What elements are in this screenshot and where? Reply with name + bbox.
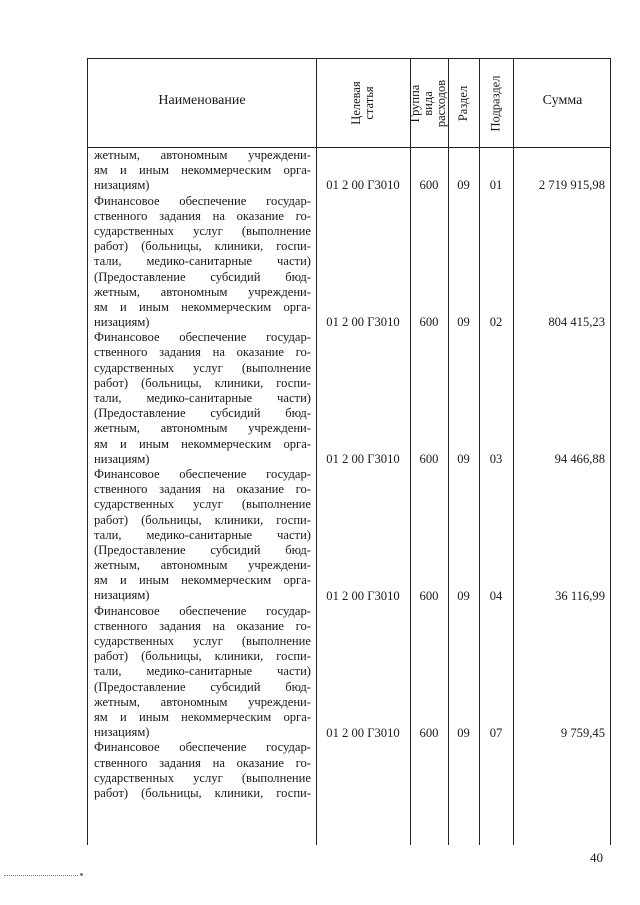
- name-text-line: сударственных услуг (выполнение: [94, 223, 311, 238]
- row-sum: 36 116,99: [555, 588, 605, 603]
- name-text-line: (Предоставление субсидий бюд-: [94, 406, 311, 421]
- name-text-line: ственного задания на оказание го-: [94, 208, 311, 223]
- name-text-line: низациям): [94, 588, 150, 603]
- name-text-line: (Предоставление субсидий бюд-: [94, 269, 311, 284]
- name-text-line: тали, медико-санитарные части): [94, 527, 311, 542]
- header-target: Целевая статья: [349, 81, 376, 125]
- name-text-line: тали, медико-санитарные части): [94, 254, 311, 269]
- name-text-line: жетным, автономным учреждени-: [94, 421, 311, 436]
- name-text-line: сударственных услуг (выполнение: [94, 770, 311, 785]
- name-text-line: жетным, автономным учреждени-: [94, 148, 311, 162]
- header-section: Раздел: [456, 85, 471, 121]
- name-text-line: низациям): [94, 451, 150, 466]
- name-text-line: тали, медико-санитарные части): [94, 391, 311, 405]
- name-text-line: низациям): [94, 725, 150, 740]
- name-text-line: ственного задания на оказание го-: [94, 755, 311, 770]
- name-text-line: (Предоставление субсидий бюд-: [94, 542, 311, 557]
- name-text-line: сударственных услуг (выполнение: [94, 360, 311, 375]
- row-subsection: 03: [489, 452, 503, 466]
- header-group-cell: [410, 59, 448, 147]
- row-subsection: 07: [489, 725, 503, 740]
- row-section: 09: [457, 178, 470, 193]
- row-sum: 804 415,23: [548, 315, 605, 330]
- name-text-line: Финансовое обеспечение государ-: [94, 603, 311, 618]
- header-subsection: Подраздел: [488, 75, 503, 131]
- row-target: 01 2 00 Г3010: [326, 315, 400, 330]
- row-sum: 94 466,88: [554, 452, 605, 466]
- page-number: 40: [590, 850, 603, 865]
- row-target: 01 2 00 Г3010: [326, 452, 400, 466]
- name-text-line: работ) (больницы, клиники, госпи-: [94, 375, 311, 390]
- row-subsection: 01: [489, 178, 503, 193]
- header-target-cell: [316, 59, 410, 147]
- name-text-line: Финансовое обеспечение государ-: [94, 466, 311, 481]
- row-group: 600: [419, 725, 439, 740]
- name-text-line: ственного задания на оказание го-: [94, 482, 311, 497]
- name-text-line: жетным, автономным учреждени-: [94, 284, 311, 299]
- name-text-line: Финансовое обеспечение государ-: [94, 740, 311, 755]
- name-text-line: Финансовое обеспечение государ-: [94, 193, 311, 208]
- name-column: [94, 148, 311, 801]
- name-text-line: ям и иным некоммерческим орга-: [94, 709, 311, 724]
- budget-table: [87, 58, 611, 845]
- name-text-line: ственного задания на оказание го-: [94, 618, 311, 633]
- name-text-line: (Предоставление субсидий бюд-: [94, 679, 311, 694]
- row-group: 600: [419, 315, 439, 330]
- header-sum: Сумма: [542, 93, 583, 108]
- name-text-line: ям и иным некоммерческим орга-: [94, 436, 311, 451]
- name-text-line: сударственных услуг (выполнение: [94, 497, 311, 512]
- row-subsection: 04: [489, 588, 503, 603]
- header-name: Наименование: [158, 93, 246, 108]
- row-section: 09: [457, 588, 470, 603]
- name-text-line: сударственных услуг (выполнение: [94, 634, 311, 648]
- row-group: 600: [419, 452, 439, 466]
- name-text-line: работ) (больницы, клиники, госпи-: [94, 512, 311, 527]
- header-section-cell: [448, 59, 479, 147]
- row-subsection: 02: [489, 315, 503, 330]
- row-target: 01 2 00 Г3010: [326, 178, 400, 193]
- name-text-line: жетным, автономным учреждени-: [94, 558, 311, 573]
- name-text-line: низациям): [94, 315, 150, 330]
- row-target: 01 2 00 Г3010: [326, 725, 400, 740]
- row-section: 09: [457, 725, 470, 740]
- row-sum: 9 759,45: [560, 725, 605, 740]
- footer-dot: [80, 873, 83, 876]
- row-sum: 2 719 915,98: [538, 178, 605, 193]
- row-group: 600: [419, 588, 439, 603]
- row-target: 01 2 00 Г3010: [326, 588, 400, 603]
- name-text-line: ям и иным некоммерческим орга-: [94, 573, 311, 588]
- name-text-line: ям и иным некоммерческим орга-: [94, 299, 311, 314]
- header-group: Группа вида расходов: [408, 79, 449, 127]
- name-text-line: Финансовое обеспечение государ-: [94, 330, 311, 345]
- name-text-line: тали, медико-санитарные части): [94, 664, 311, 679]
- row-section: 09: [457, 315, 470, 330]
- name-text-line: низациям): [94, 178, 150, 193]
- name-text-line: ственного задания на оказание го-: [94, 345, 311, 360]
- header-subsection-cell: [479, 59, 513, 147]
- name-text-line: работ) (больницы, клиники, госпи-: [94, 785, 311, 800]
- name-text-line: работ) (больницы, клиники, госпи-: [94, 239, 311, 254]
- footer-rule: [4, 875, 78, 876]
- row-group: 600: [419, 178, 439, 193]
- row-section: 09: [457, 452, 470, 466]
- name-text-line: ям и иным некоммерческим орга-: [94, 163, 311, 178]
- name-text-line: работ) (больницы, клиники, госпи-: [94, 649, 311, 664]
- name-text-line: жетным, автономным учреждени-: [94, 694, 311, 709]
